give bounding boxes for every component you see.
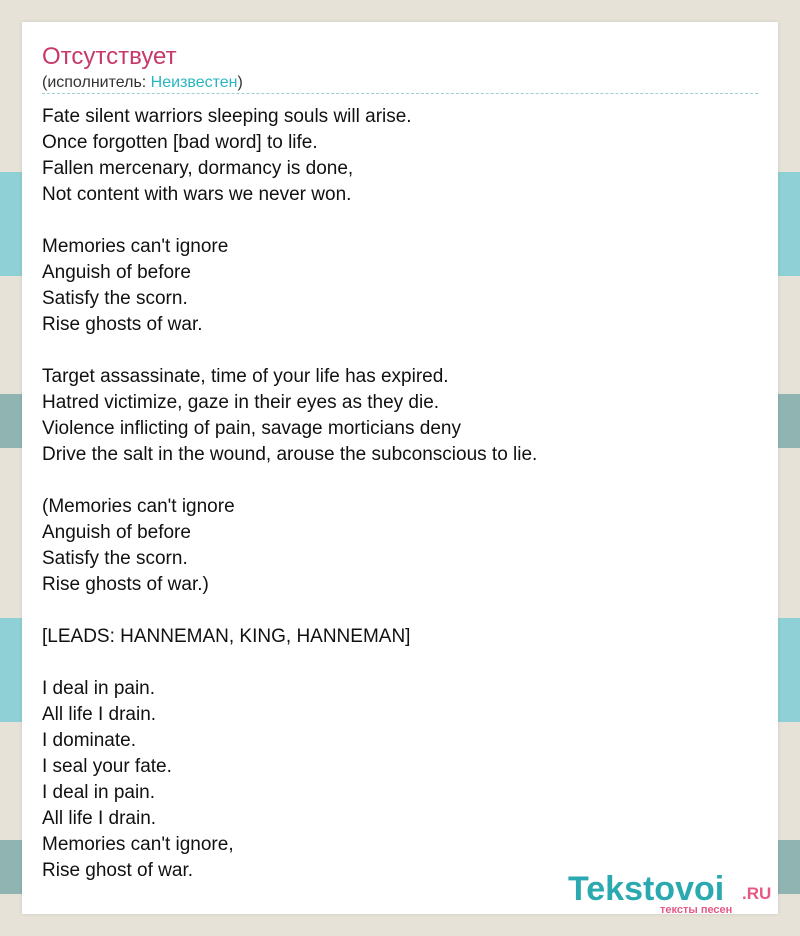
lyrics-card	[22, 22, 778, 914]
song-title: Отсутствует	[42, 43, 177, 70]
logo-name: Tekstovoi	[568, 870, 725, 908]
artist-suffix: )	[237, 74, 243, 91]
logo-tld: .RU	[742, 884, 772, 903]
title-divider	[42, 93, 758, 94]
logo-tagline: тексты песен	[660, 904, 733, 916]
artist-line	[42, 73, 243, 93]
artist-link[interactable]: Неизвестен	[150, 74, 238, 91]
site-logo[interactable]	[568, 870, 778, 916]
artist-prefix: (исполнитель:	[42, 74, 151, 91]
lyrics-text: Fate silent warriors sleeping souls will arise. Once forgotten [bad word] to life. Fallen mercenary, dormancy is done, Not content with wars we never won. Memories can't ignore Anguish of before Satisfy the scorn. Rise ghosts of war. Target assassinate, time of your life has expired. Hatred victimize, gaze in their eyes as they die. Violence inflicting of pain, savage morticians deny Drive the salt in the wound, arouse the subconscious to lie. (Memories can't ignore Anguish of before Satisfy the scorn. Rise ghosts of war.) [LEADS: HANNEMAN, KING, HANNEMAN] I deal in pain. All life I drain. I dominate. I seal your fate. I deal in pain. All life I drain. Memories can't ignore, Rise ghost of war.	[42, 106, 538, 881]
